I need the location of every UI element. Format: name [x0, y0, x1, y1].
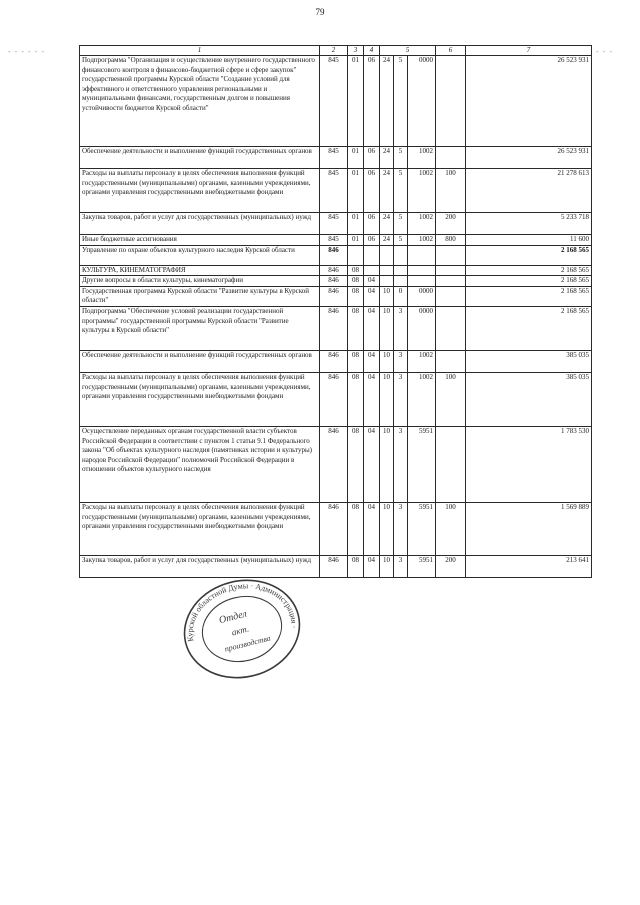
table-row: [80, 372, 592, 426]
cell-csr2: 5: [394, 169, 408, 213]
cell-pr: 06: [364, 169, 380, 213]
cell-sum: 26 523 931: [466, 147, 592, 169]
cell-csr1: [380, 265, 394, 276]
cell-name: Расходы на выплаты персоналу в целях обеспечения выполнения функций государственными (муниципальными) органами, казенными учреждениями, органами управления государственными внебюджетными фондами: [80, 502, 320, 555]
cell-vr: 800: [436, 235, 466, 246]
table-row: [80, 245, 592, 265]
table-row: [80, 426, 592, 502]
cell-csr2: 3: [394, 555, 408, 577]
cell-pr: 04: [364, 372, 380, 426]
cell-name: Иные бюджетные ассигнования: [80, 235, 320, 246]
cell-rz: 08: [348, 350, 364, 372]
cell-csr3: 1002: [408, 372, 436, 426]
cell-vr: [436, 276, 466, 287]
cell-name: Обеспечение деятельности и выполнение функций государственных органов: [80, 350, 320, 372]
table-row: [80, 56, 592, 147]
cell-csr2: 3: [394, 502, 408, 555]
cell-pr: 04: [364, 276, 380, 287]
header-col-4: 4: [364, 46, 380, 56]
cell-pr: 04: [364, 555, 380, 577]
stamp-line-1: Отдел: [217, 608, 248, 627]
cell-csr2: 5: [394, 147, 408, 169]
cell-sum: 2 168 565: [466, 265, 592, 276]
cell-pr: 06: [364, 235, 380, 246]
cell-sum: 1 783 530: [466, 426, 592, 502]
cell-vr: 100: [436, 372, 466, 426]
cell-vr: 100: [436, 502, 466, 555]
table-row: [80, 213, 592, 235]
cell-csr3: 1002: [408, 147, 436, 169]
header-col-5: 5: [380, 46, 436, 56]
official-stamp: [178, 573, 306, 685]
cell-rz: 08: [348, 276, 364, 287]
cell-rz: 08: [348, 265, 364, 276]
cell-sum: 2 168 565: [466, 276, 592, 287]
header-col-7: 7: [466, 46, 592, 56]
cell-csr1: 10: [380, 372, 394, 426]
cell-csr2: [394, 276, 408, 287]
cell-vr: [436, 306, 466, 350]
cell-name: Обеспечение деятельности и выполнение функций государственных органов: [80, 147, 320, 169]
cell-sum: 21 278 613: [466, 169, 592, 213]
cell-sum: 2 168 565: [466, 286, 592, 306]
cell-pr: 04: [364, 426, 380, 502]
cell-rz: 08: [348, 555, 364, 577]
cell-pr: 06: [364, 213, 380, 235]
cell-csr1: 10: [380, 306, 394, 350]
table-row: [80, 350, 592, 372]
table-row: [80, 169, 592, 213]
cell-grbs: 846: [320, 555, 348, 577]
cell-csr3: 5951: [408, 555, 436, 577]
cell-csr1: 10: [380, 286, 394, 306]
cell-csr2: 5: [394, 56, 408, 147]
stamp-ring-text: Курской областной Думы · Администрация ·: [185, 581, 299, 643]
cell-grbs: 846: [320, 245, 348, 265]
table-row: [80, 502, 592, 555]
cell-name: Закупка товаров, работ и услуг для государственных (муниципальных) нужд: [80, 555, 320, 577]
cell-vr: [436, 286, 466, 306]
table-row: [80, 286, 592, 306]
cell-rz: 01: [348, 56, 364, 147]
cell-csr1: 10: [380, 426, 394, 502]
cell-csr3: [408, 245, 436, 265]
cell-csr1: 24: [380, 213, 394, 235]
cell-grbs: 846: [320, 306, 348, 350]
cell-pr: 04: [364, 286, 380, 306]
header-col-1: 1: [80, 46, 320, 56]
cell-vr: 200: [436, 213, 466, 235]
cell-rz: 01: [348, 147, 364, 169]
cell-csr2: 5: [394, 213, 408, 235]
cell-grbs: 846: [320, 265, 348, 276]
cell-grbs: 846: [320, 286, 348, 306]
cell-sum: 26 523 931: [466, 56, 592, 147]
cell-vr: [436, 147, 466, 169]
cell-pr: 04: [364, 306, 380, 350]
cell-name: КУЛЬТУРА, КИНЕМАТОГРАФИЯ: [80, 265, 320, 276]
header-col-6: 6: [436, 46, 466, 56]
table-row: [80, 555, 592, 577]
cell-sum: 2 168 565: [466, 245, 592, 265]
cell-csr1: 10: [380, 555, 394, 577]
table-row: [80, 235, 592, 246]
cell-rz: 01: [348, 213, 364, 235]
cell-grbs: 845: [320, 147, 348, 169]
stamp-line-2: акт.: [230, 623, 250, 638]
cell-csr2: 3: [394, 426, 408, 502]
cell-rz: 01: [348, 169, 364, 213]
budget-table: [79, 45, 592, 578]
cell-grbs: 846: [320, 372, 348, 426]
cell-name: Подпрограмма "Организация и осуществление внутреннего государственного финансового контроля в финансово-бюджетной сфере и сфере закупок" государственной программы Курской области "Создание условий для эффективного и ответственного управления региональными и муниципальными финансами, государственным долгом и повышения устойчивости бюджетов Курской области": [80, 56, 320, 147]
cell-sum: 5 233 718: [466, 213, 592, 235]
cell-csr1: 24: [380, 56, 394, 147]
cell-name: Подпрограмма "Обеспечение условий реализации государственной программы" государственной программы Курской области "Развитие культуры в Курской области": [80, 306, 320, 350]
header-col-3: 3: [348, 46, 364, 56]
scan-artifact-right: - - -: [596, 47, 613, 56]
cell-rz: 08: [348, 306, 364, 350]
cell-pr: 04: [364, 502, 380, 555]
cell-csr2: 3: [394, 350, 408, 372]
cell-name: Управление по охране объектов культурного наследия Курской области: [80, 245, 320, 265]
table-row: [80, 276, 592, 287]
cell-vr: [436, 245, 466, 265]
cell-rz: 01: [348, 235, 364, 246]
cell-csr3: 5951: [408, 426, 436, 502]
cell-csr3: [408, 265, 436, 276]
cell-pr: 06: [364, 56, 380, 147]
cell-csr1: 10: [380, 350, 394, 372]
cell-csr2: 3: [394, 372, 408, 426]
cell-vr: [436, 350, 466, 372]
cell-pr: 04: [364, 350, 380, 372]
cell-grbs: 846: [320, 350, 348, 372]
cell-rz: [348, 245, 364, 265]
cell-sum: 1 569 889: [466, 502, 592, 555]
cell-sum: 213 641: [466, 555, 592, 577]
cell-name: Государственная программа Курской области "Развитие культуры в Курской области": [80, 286, 320, 306]
cell-grbs: 845: [320, 56, 348, 147]
cell-csr3: [408, 276, 436, 287]
cell-name: Расходы на выплаты персоналу в целях обеспечения выполнения функций государственными (муниципальными) органами, казенными учреждениями, органами управления государственными внебюджетными фондами: [80, 169, 320, 213]
table-header-row: [80, 46, 592, 56]
cell-rz: 08: [348, 502, 364, 555]
cell-sum: 385 035: [466, 372, 592, 426]
cell-csr3: 5951: [408, 502, 436, 555]
cell-vr: 200: [436, 555, 466, 577]
cell-pr: [364, 265, 380, 276]
cell-csr3: 0000: [408, 286, 436, 306]
cell-pr: [364, 245, 380, 265]
cell-csr3: 0000: [408, 56, 436, 147]
cell-vr: [436, 265, 466, 276]
cell-csr2: 0: [394, 286, 408, 306]
cell-grbs: 846: [320, 502, 348, 555]
cell-grbs: 845: [320, 169, 348, 213]
cell-csr3: 1002: [408, 213, 436, 235]
cell-rz: 08: [348, 286, 364, 306]
page-number: 79: [315, 7, 325, 17]
cell-vr: [436, 426, 466, 502]
cell-grbs: 845: [320, 235, 348, 246]
cell-grbs: 845: [320, 213, 348, 235]
cell-grbs: 846: [320, 276, 348, 287]
cell-csr3: 1002: [408, 235, 436, 246]
scan-artifact-left: - - - - - -: [8, 47, 45, 56]
cell-csr1: 10: [380, 502, 394, 555]
cell-name: Закупка товаров, работ и услуг для государственных (муниципальных) нужд: [80, 213, 320, 235]
cell-sum: 385 035: [466, 350, 592, 372]
cell-csr1: [380, 276, 394, 287]
cell-csr2: 5: [394, 235, 408, 246]
cell-csr1: 24: [380, 169, 394, 213]
cell-vr: 100: [436, 169, 466, 213]
cell-csr3: 0000: [408, 306, 436, 350]
cell-pr: 06: [364, 147, 380, 169]
cell-sum: 2 168 565: [466, 306, 592, 350]
cell-csr3: 1002: [408, 169, 436, 213]
table-row: [80, 147, 592, 169]
cell-csr3: 1002: [408, 350, 436, 372]
cell-grbs: 846: [320, 426, 348, 502]
cell-rz: 08: [348, 426, 364, 502]
table-row: [80, 265, 592, 276]
cell-csr2: [394, 265, 408, 276]
cell-rz: 08: [348, 372, 364, 426]
cell-csr1: 24: [380, 235, 394, 246]
cell-name: Расходы на выплаты персоналу в целях обеспечения выполнения функций государственными (муниципальными) органами, казенными учреждениями, органами управления государственными внебюджетными фондами: [80, 372, 320, 426]
cell-csr2: [394, 245, 408, 265]
cell-csr1: [380, 245, 394, 265]
cell-sum: 11 600: [466, 235, 592, 246]
header-col-2: 2: [320, 46, 348, 56]
cell-vr: [436, 56, 466, 147]
cell-name: Осуществление переданных органам государственной власти субъектов Российской Федерации в соответствии с пунктом 1 статьи 9.1 Федерального закона "Об объектах культурного наследия (памятниках истории и культуры) народов Российской Федерации" полномочий Российской Федерации в отношении объектов культурного наследия: [80, 426, 320, 502]
cell-name: Другие вопросы в области культуры, кинематографии: [80, 276, 320, 287]
stamp-line-3: производства: [223, 633, 272, 654]
cell-csr1: 24: [380, 147, 394, 169]
table-row: [80, 306, 592, 350]
cell-csr2: 3: [394, 306, 408, 350]
